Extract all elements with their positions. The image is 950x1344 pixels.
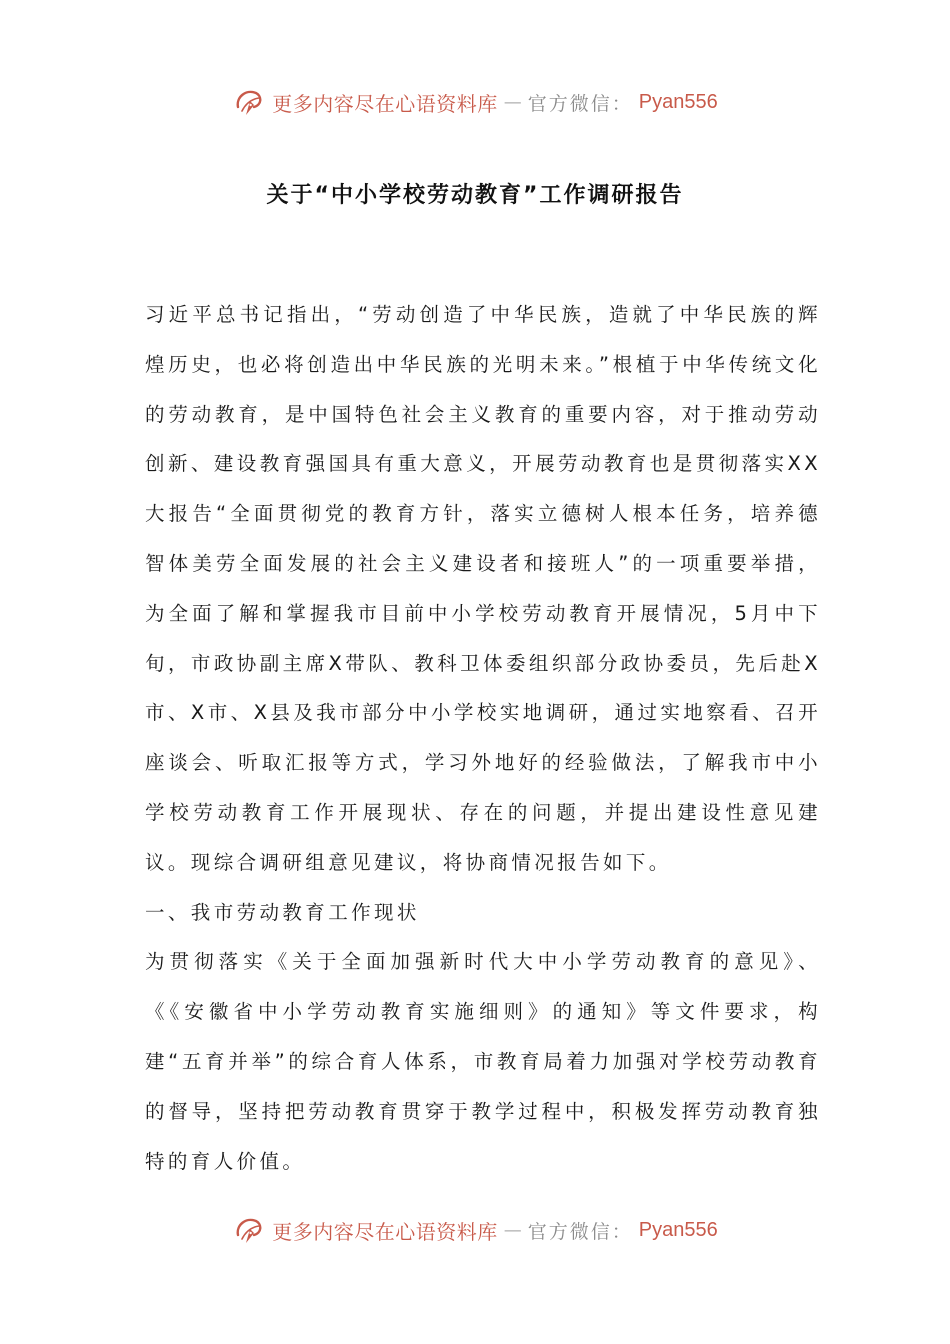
header-watermark (0, 82, 950, 122)
pen-nib-swirl-icon (232, 85, 266, 119)
document-title: 关于“中小学校劳动教育”工作调研报告 (266, 183, 684, 208)
section-heading: 一、我市劳动教育工作现状 (145, 900, 420, 924)
body-paragraph-intro: 习近平总书记指出，“劳动创造了中华民族，造就了中华民族的辉煌历史，也必将创造出中华民族的光明未来。”根植于中华传统文化的劳动教育，是中国特色社会主义教育的重要内容，对于推动劳动创新、建设教育强国具有重大意义，开展劳动教育也是贯彻落实XX大报告“全面贯彻党的教育方针，落实立德树人根本任务，培养德智体美劳全面发展的社会主义建设者和接班人”的一项重要举措，为全面了解和掌握我市目前中小学校劳动教育开展情况，5月中下旬，市政协副主席X带队、教科卫体委组织部分政协委员，先后赴X市、X市、X县及我市部分中小学校实地调研，通过实地察看、召开座谈会、听取汇报等方式，学习外地好的经验做法，了解我市中小学校劳动教育工作开展现状、存在的问题，并提出建设性意见建议。现综合调研组意见建议，将协商情况报告如下。 (145, 303, 821, 874)
watermark-separator: — (503, 1219, 522, 1241)
watermark-separator: — (503, 91, 522, 113)
footer-watermark (0, 1210, 950, 1250)
pen-nib-swirl-icon (232, 1213, 266, 1247)
watermark-wechat-label: 官方微信： (527, 1220, 633, 1243)
watermark-wechat-id: Pyan556 (638, 1218, 718, 1241)
document-body (145, 290, 821, 1186)
body-paragraph-status: 为贯彻落实《关于全面加强新时代大中小学劳动教育的意见》、《《安徽省中小学劳动教育实施细则》的通知》等文件要求，构建“五育并举”的综合育人体系，市教育局着力加强对学校劳动教育的督导，坚持把劳动教育贯穿于教学过程中，积极发挥劳动教育独特的育人价值。 (145, 950, 821, 1173)
watermark-wechat-id: Pyan556 (638, 90, 718, 113)
watermark-main-text: 更多内容尽在心语资料库 (272, 1219, 498, 1244)
watermark-main-text: 更多内容尽在心语资料库 (272, 91, 498, 116)
watermark-wechat-label: 官方微信： (527, 92, 633, 115)
